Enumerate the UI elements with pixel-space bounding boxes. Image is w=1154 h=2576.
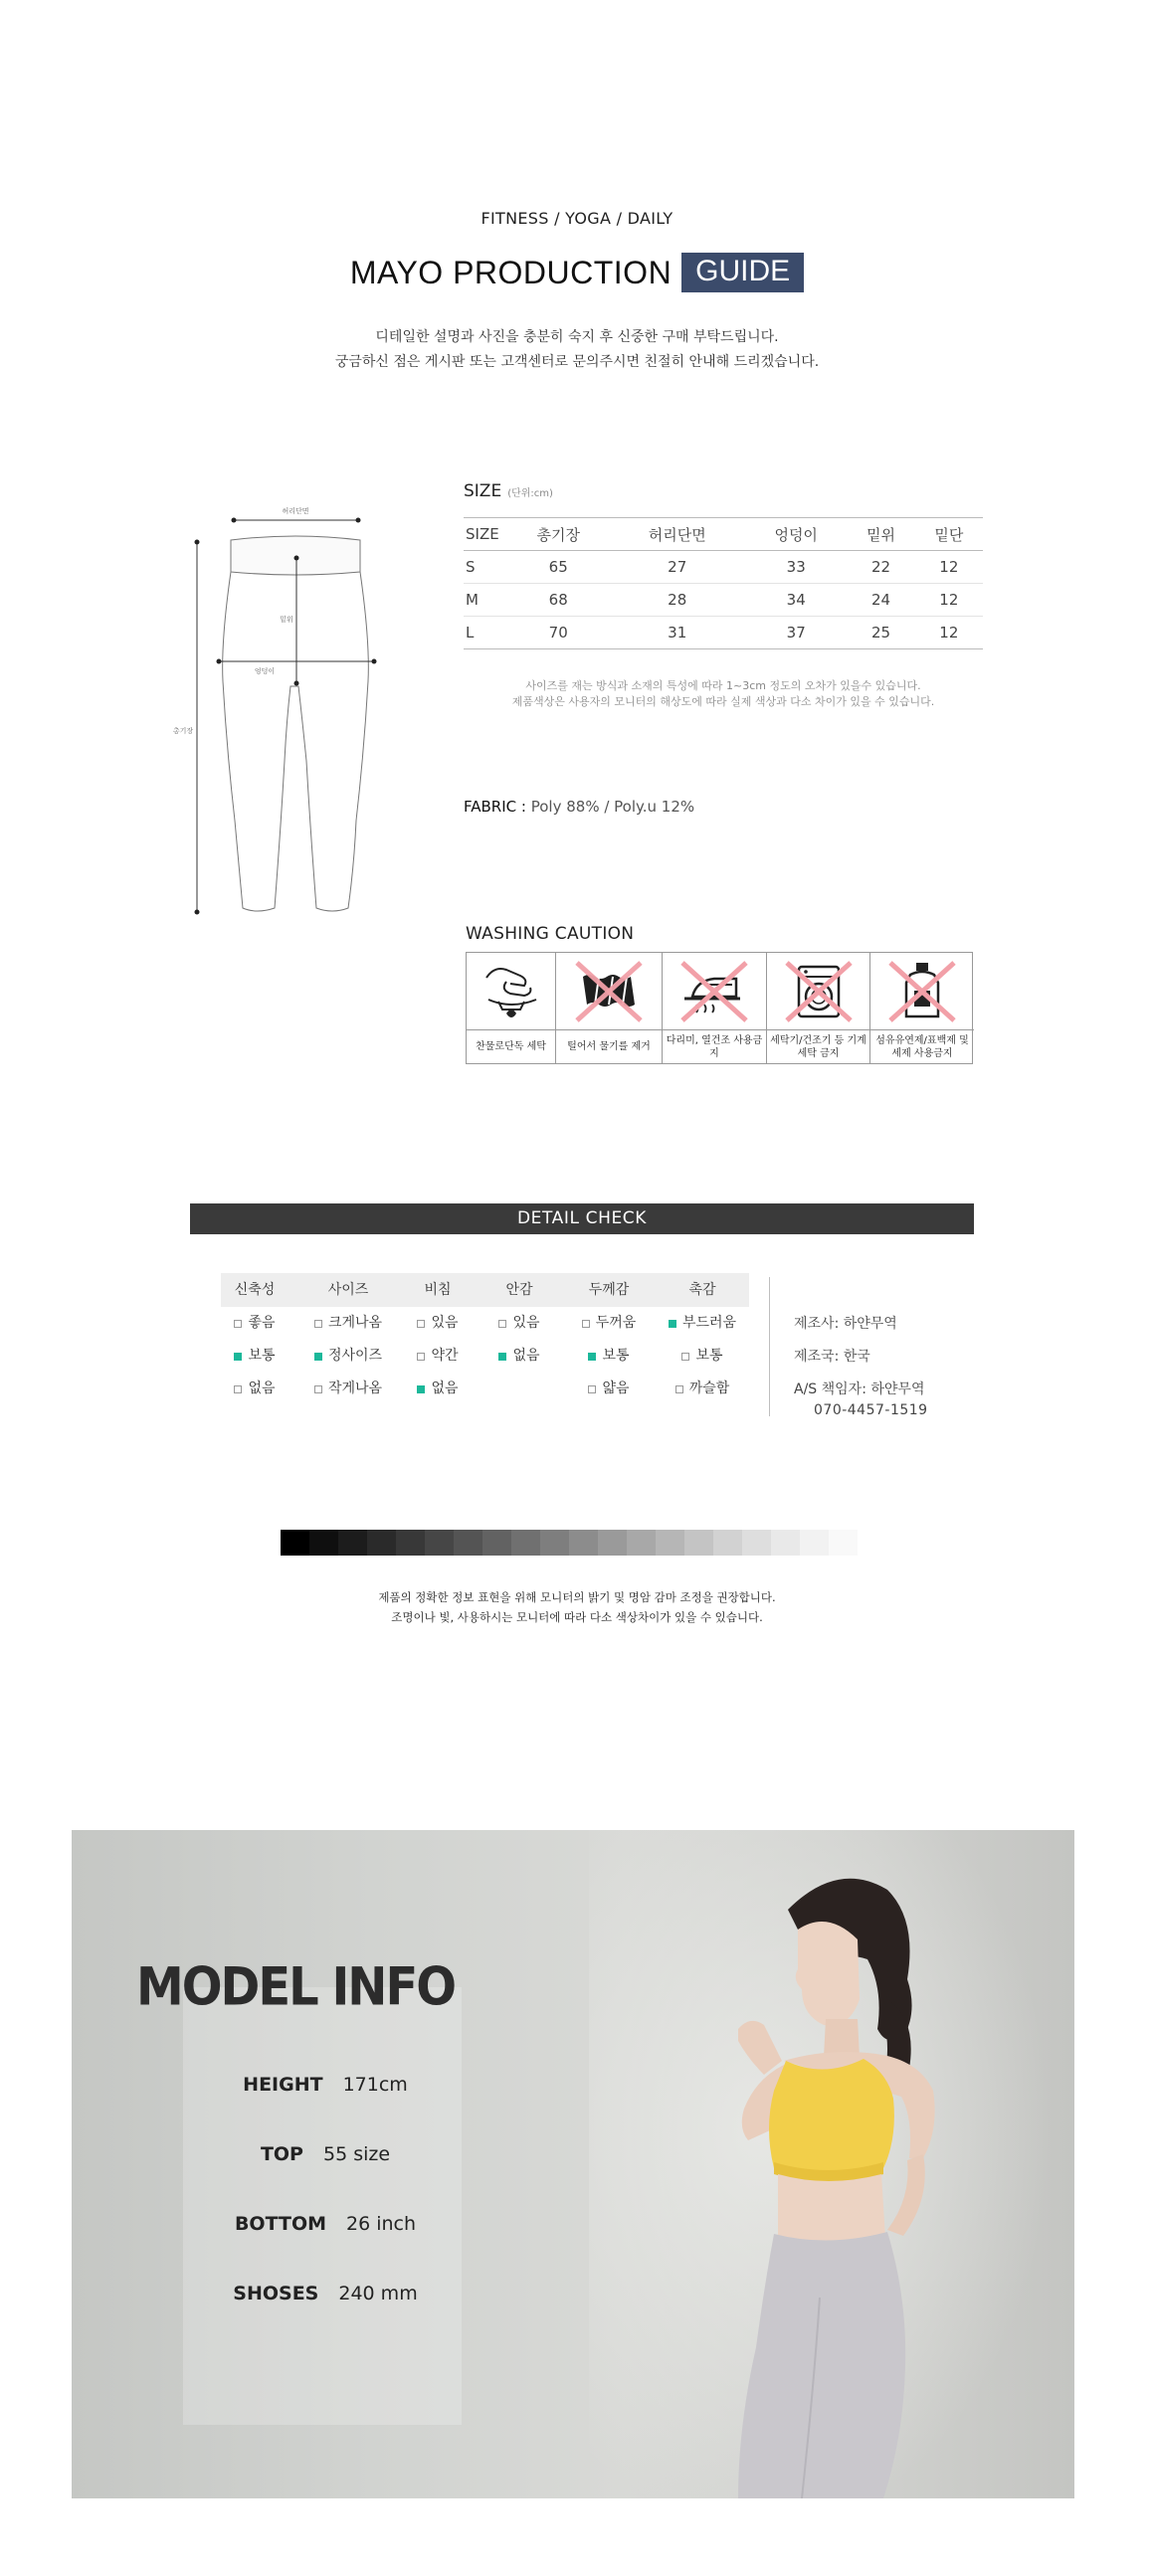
- checkbox-checked: [669, 1320, 676, 1328]
- intro-line: 디테일한 설명과 사진을 충분히 숙지 후 신중한 구매 부탁드립니다.: [375, 329, 779, 345]
- washing-title: WASHING CAUTION: [466, 924, 635, 944]
- hand-wash-icon: [467, 953, 555, 1030]
- size-table-row: [464, 617, 983, 649]
- detail-option-label: 없음: [512, 1348, 540, 1364]
- model-bottom: [161, 2213, 489, 2235]
- detail-option-label: 보통: [695, 1348, 723, 1364]
- no-bleach-icon: [870, 953, 974, 1030]
- detail-column-thickness: [569, 1273, 649, 1405]
- size-col-header: 엉덩이: [745, 518, 847, 551]
- detail-divider: [769, 1277, 770, 1416]
- size-note: [464, 678, 983, 710]
- detail-column-header: 신축성: [234, 1282, 276, 1298]
- washing-label: 털어서 물기를 제거: [567, 1041, 651, 1052]
- size-cell: 22: [847, 551, 914, 584]
- size-col-header: 허리단면: [609, 518, 745, 551]
- model-row-label: BOTTOM: [234, 2213, 327, 2235]
- as-phone: 070-4457-1519: [814, 1402, 928, 1418]
- checkbox: [234, 1385, 242, 1393]
- model-shoes: [161, 2283, 489, 2304]
- washing-label: 세탁기/건조기 등 기계세탁 금지: [770, 1034, 866, 1059]
- size-table-row: [464, 584, 983, 617]
- length-label: 총기장: [172, 727, 194, 735]
- model-info-panel: [183, 1987, 462, 2425]
- model-photo: [589, 1830, 1074, 2498]
- model-row-label: SHOSES: [233, 2283, 319, 2304]
- checkbox: [417, 1320, 425, 1328]
- grayscale-bar: [281, 1530, 858, 1556]
- washing-item: [663, 953, 767, 1063]
- washing-label: 찬물로단독 세탁: [476, 1041, 546, 1052]
- hip-label: 엉덩이: [254, 667, 276, 675]
- size-col-header: 총기장: [507, 518, 609, 551]
- detail-option: [215, 1340, 294, 1373]
- monitor-note: [0, 1587, 1154, 1627]
- size-note-line: 사이즈를 재는 방식과 소재의 특성에 따라 1~3cm 정도의 오차가 있을수 있습니다.: [525, 679, 921, 692]
- checkbox: [588, 1385, 596, 1393]
- intro-line: 궁금하신 점은 게시판 또는 고객센터로 문의주시면 친절히 안내해 드리겠습니다.: [334, 354, 820, 370]
- checkbox: [675, 1385, 683, 1393]
- detail-option-label: 두꺼움: [595, 1315, 637, 1331]
- detail-option-label: 약간: [431, 1348, 459, 1364]
- detail-option: [569, 1340, 649, 1373]
- monitor-note-line: 조명이나 빛, 사용하시는 모니터에 따라 다소 색상차이가 있을 수 있습니다.: [391, 1610, 763, 1624]
- model-info-title: MODEL INFO: [135, 1956, 456, 2018]
- detail-column-header: 사이즈: [327, 1282, 369, 1298]
- detail-option-label: 없음: [248, 1380, 276, 1396]
- detail-option-label: 까슬함: [688, 1380, 730, 1396]
- model-row-value: 26 inch: [346, 2213, 417, 2235]
- washing-item: [870, 953, 974, 1063]
- detail-column-lining: [480, 1273, 559, 1373]
- country-of-origin: 제조국: 한국: [794, 1349, 870, 1365]
- model-height: [161, 2074, 489, 2096]
- size-note-line: 제품색상은 사용자의 모니터의 해상도에 따라 실제 색상과 다소 차이가 있을 수 있습니다.: [511, 695, 935, 708]
- detail-column-header: 안감: [505, 1282, 533, 1298]
- detail-option-label: 얇음: [602, 1380, 630, 1396]
- size-cell: 70: [507, 617, 609, 649]
- fabric-label: FABRIC :: [464, 798, 526, 816]
- as-contact: A/S 책임자: 하얀무역: [794, 1381, 925, 1397]
- detail-option-label: 작게나옴: [327, 1380, 383, 1396]
- model-row-label: HEIGHT: [243, 2074, 323, 2096]
- size-cell: 34: [745, 584, 847, 617]
- size-cell: 28: [609, 584, 745, 617]
- size-cell: 65: [507, 551, 609, 584]
- size-title: [464, 481, 553, 501]
- size-cell: 31: [609, 617, 745, 649]
- detail-column-sheerness: [398, 1273, 478, 1405]
- monitor-note-line: 제품의 정확한 정보 표현을 위해 모니터의 밝기 및 명암 감마 조정을 권장합니다.: [378, 1590, 776, 1604]
- rise-label: 밑위: [280, 616, 293, 624]
- model-row-value: 240 mm: [338, 2283, 418, 2304]
- size-cell: S: [464, 551, 507, 584]
- detail-column-header: 촉감: [688, 1282, 716, 1298]
- brand-name: MAYO PRODUCTION: [349, 254, 673, 290]
- detail-option-label: 크게나옴: [327, 1315, 383, 1331]
- size-cell: M: [464, 584, 507, 617]
- washing-item: [556, 953, 663, 1063]
- model-info-section: [72, 1830, 1074, 2498]
- detail-option-label: 보통: [248, 1348, 276, 1364]
- washing-grid: [466, 952, 973, 1064]
- checkbox: [314, 1385, 322, 1393]
- size-cell: 12: [915, 551, 983, 584]
- checkbox: [498, 1320, 506, 1328]
- size-table-header: [464, 518, 983, 551]
- size-cell: 68: [507, 584, 609, 617]
- detail-option-label: 있음: [431, 1315, 459, 1331]
- waist-label: 허리단면: [282, 507, 309, 515]
- detail-option-label: 좋음: [248, 1315, 276, 1331]
- detail-option: [569, 1307, 649, 1340]
- manufacturer: 제조사: 하얀무역: [794, 1316, 897, 1332]
- detail-option: [655, 1307, 750, 1340]
- detail-option: [480, 1307, 559, 1340]
- detail-option-label: 부드러움: [681, 1315, 737, 1331]
- size-cell: 25: [847, 617, 914, 649]
- checkbox-checked: [314, 1353, 322, 1361]
- size-cell: 24: [847, 584, 914, 617]
- size-cell: 12: [915, 617, 983, 649]
- size-unit: (단위:cm): [507, 488, 553, 499]
- size-title-text: SIZE: [464, 481, 502, 501]
- pants-diagram: [169, 502, 408, 940]
- size-table: [464, 517, 983, 649]
- detail-column-size: [300, 1273, 396, 1405]
- size-cell: L: [464, 617, 507, 649]
- washing-label: 다리미, 열건조 사용금지: [666, 1034, 763, 1059]
- checkbox: [681, 1353, 689, 1361]
- no-dryer-icon: [767, 953, 869, 1030]
- size-table-row: [464, 551, 983, 584]
- detail-option: [655, 1340, 750, 1373]
- detail-option: [480, 1340, 559, 1373]
- detail-option: [398, 1373, 478, 1405]
- no-wring-icon: [556, 953, 662, 1030]
- intro-text: [0, 325, 1154, 375]
- detail-column-texture: [655, 1273, 750, 1405]
- size-col-header: 밑위: [847, 518, 914, 551]
- no-iron-icon: [663, 953, 766, 1030]
- detail-option: [569, 1373, 649, 1405]
- washing-item: [467, 953, 556, 1063]
- checkbox-checked: [417, 1385, 425, 1393]
- detail-option: [300, 1373, 396, 1405]
- detail-option-label: 없음: [431, 1380, 459, 1396]
- checkbox: [314, 1320, 322, 1328]
- detail-option: [215, 1307, 294, 1340]
- model-row-value: 55 size: [322, 2143, 391, 2165]
- model-top: [161, 2143, 489, 2165]
- model-row-value: 171cm: [342, 2074, 408, 2096]
- detail-option: [215, 1373, 294, 1405]
- brand-row: [0, 253, 1154, 292]
- checkbox-checked: [234, 1353, 242, 1361]
- checkbox: [582, 1320, 590, 1328]
- detail-option: [300, 1307, 396, 1340]
- guide-tag: GUIDE: [681, 253, 804, 292]
- model-row-label: TOP: [260, 2143, 303, 2165]
- checkbox-checked: [498, 1353, 506, 1361]
- washing-item: [767, 953, 870, 1063]
- subtitle: FITNESS / YOGA / DAILY: [481, 209, 673, 228]
- checkbox-checked: [588, 1353, 596, 1361]
- detail-option-label: 보통: [602, 1348, 630, 1364]
- size-col-header: SIZE: [464, 518, 507, 551]
- detail-option-label: 정사이즈: [327, 1348, 383, 1364]
- detail-option: [655, 1373, 750, 1405]
- fabric-info: [464, 798, 694, 816]
- detail-column-header: 비침: [424, 1282, 452, 1298]
- checkbox: [417, 1353, 425, 1361]
- detail-column-elasticity: [215, 1273, 294, 1405]
- size-cell: 33: [745, 551, 847, 584]
- detail-check-bar: DETAIL CHECK: [190, 1203, 974, 1234]
- size-cell: 37: [745, 617, 847, 649]
- checkbox: [234, 1320, 242, 1328]
- detail-option: [398, 1307, 478, 1340]
- detail-option-label: 있음: [512, 1315, 540, 1331]
- size-cell: 12: [915, 584, 983, 617]
- fabric-value: Poly 88% / Poly.u 12%: [530, 798, 695, 816]
- washing-label: 섬유유연제/표백제 및 세제 사용금지: [875, 1034, 969, 1059]
- detail-option: [300, 1340, 396, 1373]
- pants-outline-icon: [169, 502, 408, 940]
- size-cell: 27: [609, 551, 745, 584]
- detail-option: [398, 1340, 478, 1373]
- size-col-header: 밑단: [915, 518, 983, 551]
- detail-column-header: 두께감: [588, 1282, 630, 1298]
